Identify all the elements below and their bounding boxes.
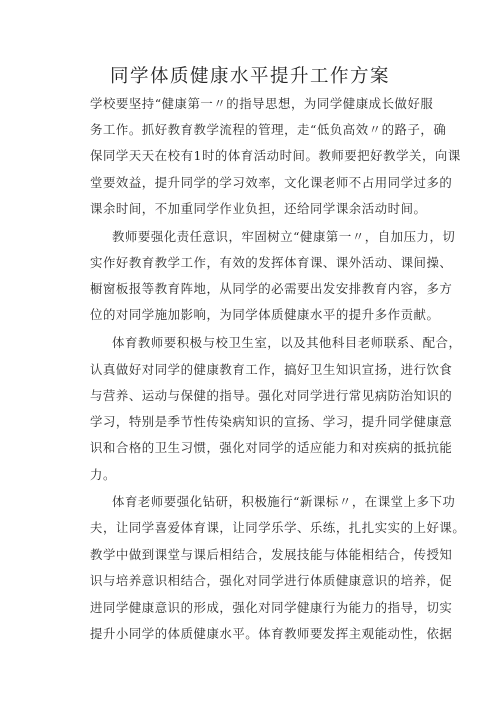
paragraph-line: 教师要强化责任意识，牢固树立“健康第一〃，自加压力，切 (112, 229, 456, 244)
paragraph-line: 认真做好对同学的健康教育工作，搞好卫生知识宣扬，进行饮食 (90, 362, 453, 377)
paragraph-line: 体育老师要强化钻研，积极施行“新课标〃，在课堂上多下功 (112, 494, 456, 509)
paragraph-line: 学习，特别是季节性传染病知识的宣扬、学习，提升同学健康意 (90, 414, 453, 429)
paragraph-line: 课余时间，不加重同学作业负担，还给同学课余活动时间。 (90, 201, 427, 216)
paragraph-line: 夫，让同学喜爱体育课，让同学乐学、乐练，扎扎实实的上好课。 (90, 520, 466, 535)
paragraph-line: 务工作。抓好教育教学流程的管理，走“低负高效〃的路子，确 (90, 122, 447, 137)
paragraph-line: 堂要效益，提升同学的学习效率，文化课老师不占用同学过多的 (90, 175, 453, 190)
paragraph-line: 识与培养意识相结合，强化对同学进行体质健康意识的培养，促 (90, 573, 453, 588)
paragraph-line: 体育教师要积极与校卫生室，以及其他科目老师联系、配合， (112, 335, 462, 350)
paragraph-line: 教学中做到课堂与课后相结合，发展技能与体能相结合，传授知 (90, 547, 453, 562)
paragraph-line: 力。 (90, 467, 116, 482)
paragraph-line: 保同学天天在校有1时的体育活动时间。教师要把好教学关，向课 (90, 148, 461, 163)
paragraph-line: 实作好教育教学工作，有效的发挥体育课、课外活动、课间操、 (90, 255, 453, 270)
paragraph-line: 学校要坚持“健康第一〃的指导思想，为同学健康成长做好服 (90, 96, 434, 111)
paragraph-line: 进同学健康意识的形成，强化对同学健康行为能力的指导，切实 (90, 600, 453, 615)
paragraph-line: 识和合格的卫生习惯，强化对同学的适应能力和对疾病的抵抗能 (90, 440, 453, 455)
paragraph-line: 提升小同学的体质健康水平。体育教师要发挥主观能动性，依据 (90, 626, 453, 641)
paragraph-line: 橱窗板报等教育阵地，从同学的必需要出发安排教育内容，多方 (90, 281, 453, 296)
document-title: 同学体质健康水平提升工作方案 (109, 66, 390, 87)
paragraph-line: 位的对同学施加影响，为同学体质健康水平的提升多作贡献。 (90, 307, 440, 322)
paragraph-line: 与营养、运动与保健的指导。强化对同学进行常见病防治知识的 (90, 388, 453, 403)
